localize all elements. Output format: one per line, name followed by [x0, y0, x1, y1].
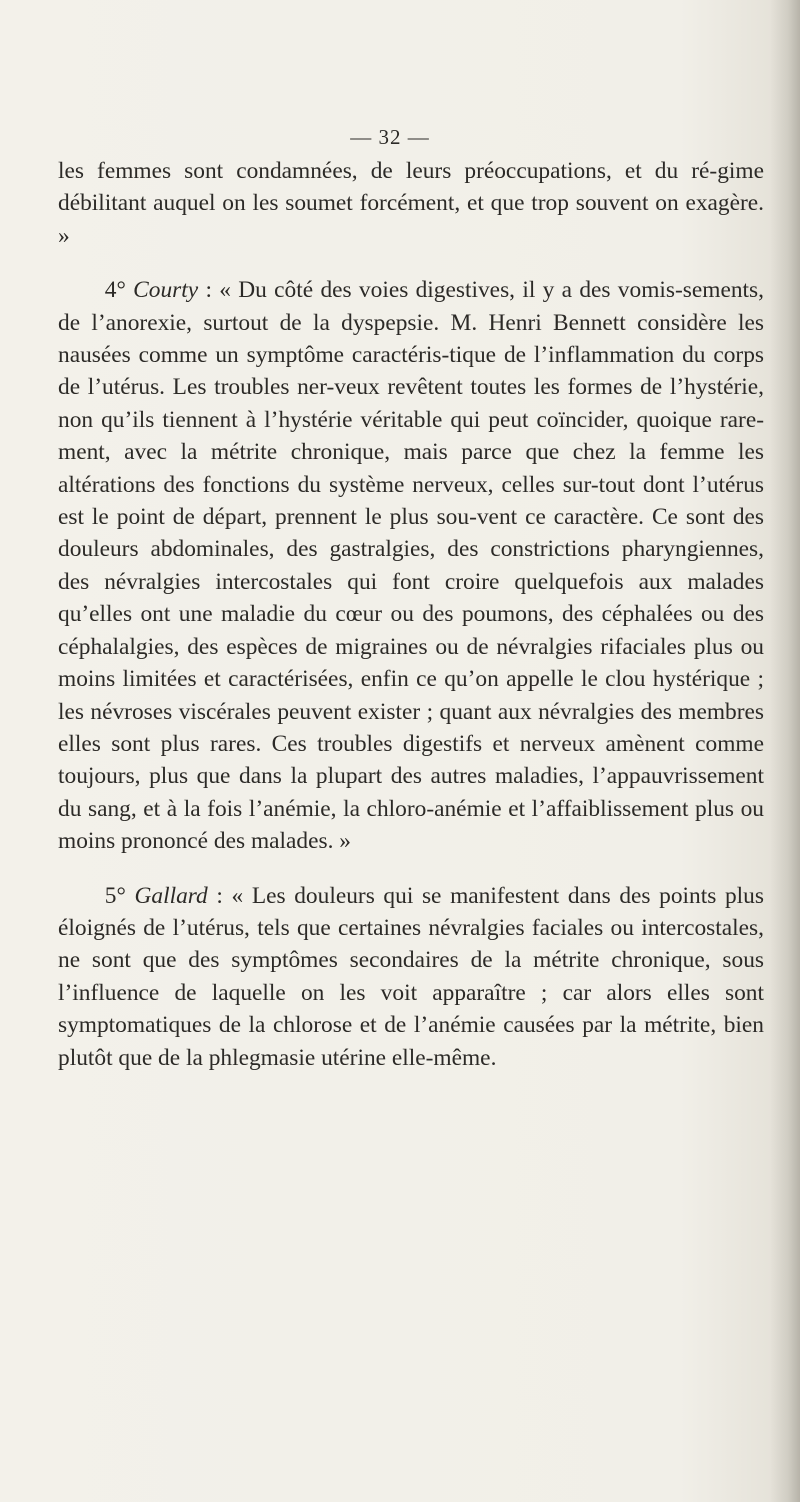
paragraph-text: « Les douleurs qui se manifestent dans des points plus éloignés de l’utérus, tels que certaines névralgies faciales ou intercostales, ne sont que des symptômes secondaires de la métrite chronique, sous l’influence de laquelle on les voit apparaître ; car alors elles sont symptomatiques de la chlorose et de l’anémie causées par la métrite, bien plutôt que de la phlegmasie utérine elle-même.	[58, 882, 764, 1071]
paragraph-text: « Du côté des voies digestives, il y a des vomis-sements, de l’anorexie, surtout de la dyspepsie. M. Henri Bennett considère les nausées comme un symptôme caractéris-tique de l’inflammation du corps de l’utérus. Les troubles ner-veux revêtent toutes les formes de l’hystérie, non qu’ils tiennent à l’hystérie véritable qui peut coïncider, quoique rare-ment, avec la métrite chronique, mais parce que chez la femme les altérations des fonctions du système nerveux, celles sur-tout dont l’utérus est le point de départ, prennent le plus sou-vent ce caractère. Ce sont des douleurs abdominales, des gastralgies, des constrictions pharyngiennes, des névralgies intercostales qui font croire quelquefois aux malades qu’elles ont une maladie du cœur ou des poumons, des céphalées ou des céphalalgies, des espèces de migraines ou de névralgies rifaciales plus ou moins limitées et caractérisées, enfin ce qu’on appelle le clou hystérique ; les névroses viscérales peuvent exister ; quant aux névralgies des membres elles sont plus rares. Ces troubles digestifs et nerveux amènent comme toujours, plus que dans la plupart des autres maladies, l’appauvrissement du sang, et à la fois l’anémie, la chloro-anémie et l’affaiblissement plus ou moins prononcé des malades. »	[58, 277, 764, 855]
author-name: Courty	[133, 277, 199, 304]
paragraph-numeral: 5°	[104, 882, 126, 909]
separator: :	[198, 277, 220, 304]
page-edge-shadow	[770, 0, 800, 1502]
paragraph-gallard	[58, 880, 764, 1074]
separator: :	[207, 882, 232, 909]
paragraph-courty	[58, 274, 764, 857]
author-name: Gallard	[134, 882, 208, 909]
paragraph-numeral: 4°	[104, 277, 126, 304]
paragraph-continuation: les femmes sont condamnées, de leurs préoccupations, et du ré-gime débilitant auquel on les soumet forcément, et que trop souvent on exagère. »	[58, 158, 764, 249]
body-text	[58, 155, 764, 1074]
page-number: — 32 —	[350, 125, 430, 149]
